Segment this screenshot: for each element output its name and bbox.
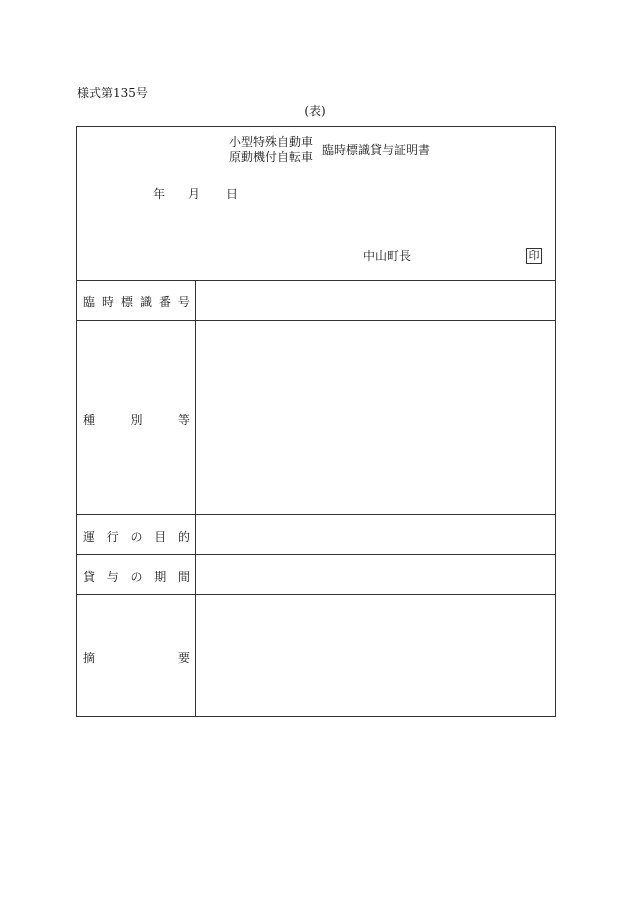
side-label: (表) [304, 104, 326, 118]
label-temp-plate-number [83, 293, 190, 310]
form-number: 様式第135号 [77, 86, 148, 100]
vehicle-type-moped: 原動機付自転車 [229, 150, 314, 164]
value-remarks[interactable] [196, 595, 555, 716]
label-char: 等 [177, 413, 190, 427]
label-char: 貸 [83, 570, 96, 584]
label-char: の [130, 530, 143, 544]
label-loan-period [83, 568, 190, 585]
certificate-table [76, 126, 556, 717]
vehicle-types [229, 135, 313, 165]
label-char: 行 [106, 530, 119, 544]
date-year: 年 [153, 187, 166, 201]
label-char: 種 [83, 413, 96, 427]
value-vehicle-type[interactable] [196, 321, 555, 514]
label-char: 間 [177, 570, 190, 584]
label-char: 期 [154, 570, 167, 584]
label-char: の [130, 570, 143, 584]
label-char: 要 [177, 651, 190, 665]
label-vehicle-type [83, 411, 190, 428]
label-char: 与 [106, 570, 119, 584]
label-char: 臨 [83, 295, 96, 309]
label-char: 別 [130, 413, 143, 427]
label-char: 的 [177, 530, 190, 544]
date-day: 日 [226, 187, 239, 201]
label-char: 目 [154, 530, 167, 544]
label-remarks [83, 649, 190, 666]
label-char: 摘 [83, 651, 96, 665]
vehicle-type-small-special: 小型特殊自動車 [229, 135, 314, 149]
label-char: 識 [139, 295, 152, 309]
value-temp-plate-number[interactable] [196, 281, 555, 320]
label-char: 番 [158, 295, 171, 309]
seal-stamp: 印 [526, 248, 542, 264]
value-purpose[interactable] [196, 515, 555, 554]
label-char: 運 [83, 530, 96, 544]
label-char: 標 [120, 295, 133, 309]
certificate-title: 臨時標識貸与証明書 [322, 143, 431, 157]
label-purpose [83, 528, 190, 545]
value-loan-period[interactable] [196, 555, 555, 594]
date-month: 月 [188, 187, 201, 201]
issuer: 中山町長 [363, 249, 412, 263]
label-char: 号 [177, 295, 190, 309]
label-char: 時 [101, 295, 114, 309]
